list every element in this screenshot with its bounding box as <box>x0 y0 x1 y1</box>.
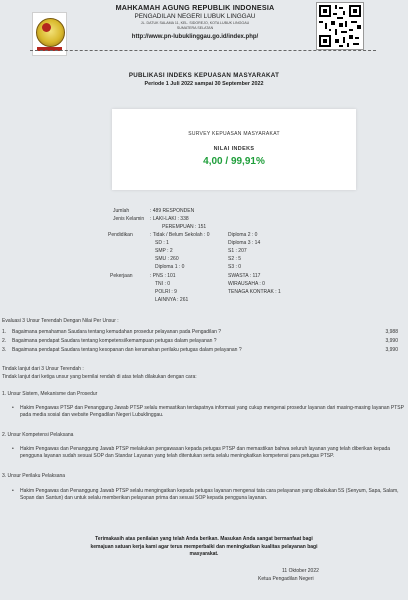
evaluation-number: 2. <box>2 338 7 344</box>
evaluation-value: 3,990 <box>385 338 398 344</box>
gender-male: : LAKI-LAKI : 338 <box>150 216 189 222</box>
survey-label: SURVEY KEPUASAN MASYARAKAT <box>188 131 280 137</box>
bullet-icon: • <box>12 405 14 411</box>
jumlah-value: : 489 RESPONDEN <box>150 208 195 214</box>
education-item: SMP : 2 <box>155 248 173 254</box>
evaluation-value: 3,990 <box>385 347 398 353</box>
followup-bullet <box>12 405 404 419</box>
index-label: NILAI INDEKS <box>213 146 255 152</box>
signature-block <box>258 567 319 583</box>
seal-icon <box>36 18 65 47</box>
evaluation-heading: Evaluasi 3 Unsur Terendah Dengan Nilai Per Unsur : <box>2 318 119 324</box>
followup-section-title: 2. Unsur Kompetensi Pelaksana <box>2 432 74 438</box>
followup-section-title: 3. Unsur Perilaku Pelaksana <box>2 473 66 479</box>
education-item: S3 : 0 <box>228 264 242 270</box>
website-link[interactable]: http://www.pn-lubuklinggau.go.id/index.php/ <box>131 34 259 40</box>
followup-bullet-text: Hakim Pengawas dan Penanggung Jawab PTSP selalu mengingatkan kepada petugas layanan mengenai tata cara pelayanan yang dibakukan 5S (Senyum, Sapa, Salam, Sopan dan Santun) dan untuk selalu memberikan pelayanan prima dan sesuai SOP kepada pengguna layanan. <box>20 488 399 502</box>
followup-bullet <box>12 446 404 460</box>
evaluation-number: 1. <box>2 329 7 335</box>
education-item: SMU : 260 <box>155 256 179 262</box>
job-item: TNI : 0 <box>155 281 171 287</box>
gender-label: Jenis Kelamin <box>113 216 145 222</box>
followup-heading: Tindak lanjut dari 3 Unsur Terendah : <box>2 366 84 372</box>
education-item: Diploma 1 : 0 <box>155 264 185 270</box>
address-line-2: SUMATERA SELATAN <box>176 26 214 30</box>
job-item: TENAGA KONTRAK : 1 <box>228 289 281 295</box>
signature-title: Ketua Pengadilan Negeri <box>258 576 314 582</box>
seal-center-icon <box>42 23 51 32</box>
closing-message: Terimakasih atas penilaian yang telah Anda berikan. Masukan Anda sangat bermanfaat bagi kemajuan satuan kerja kami agar terus memperbaiki dan meningkatkan kualitas pelayanan bagi masyarakat. <box>90 536 318 557</box>
education-item: Diploma 3 : 14 <box>228 240 261 246</box>
title-period: Periode 1 Juli 2022 sampai 30 September 2022 <box>144 81 264 87</box>
page-title <box>0 72 408 87</box>
letterhead <box>85 3 305 40</box>
org-name: MAHKAMAH AGUNG REPUBLIK INDONESIA <box>115 3 275 12</box>
followup-intro: Tindak lanjut dari ketiga unsur yang bernilai rendah di atas telah dilakukan dengan cara: <box>2 374 197 380</box>
education-item: S2 : 5 <box>228 256 242 262</box>
job-item: SWASTA : 117 <box>228 273 261 279</box>
evaluation-question: Bagaimana pendapat Saudara tentang kompetensi/kemampuan petugas dalam pelayanan ? <box>12 338 217 344</box>
evaluation-value: 3,988 <box>385 329 398 335</box>
evaluation-question: Bagaimana pemahaman Saudara tentang kemudahan prosedur pelayanan pada Pengadilan ? <box>12 329 222 335</box>
header-divider <box>30 50 376 51</box>
job-item: LAINNYA : 261 <box>155 297 189 303</box>
education-item: Diploma 2 : 0 <box>228 232 258 238</box>
title-line-1: PUBLIKASI INDEKS KEPUASAN MASYARAKAT <box>128 72 280 79</box>
followup-bullet <box>12 488 404 502</box>
signature-date: 11 Oktober 2022 <box>282 568 319 574</box>
job-label: Pekerjaan <box>110 273 133 279</box>
education-label: Pendidikan <box>108 232 133 238</box>
survey-index-card <box>112 109 356 190</box>
followup-section-title: 1. Unsur Sistem, Mekanisme dan Prosedur <box>2 391 98 397</box>
followup-bullet-text: Hakim Pengawas dan Penanggung Jawab PTSP melakukan pengawasan kepada petugas PTSP dan memastikan bahwa seluruh layanan yang telah diberikan kepada pengguna layanan sudah sesuai SOP dan Standar Layanan yang telah ditentukan serta selalu meningkatkan kompetensi para petugas PTSP. <box>20 446 391 460</box>
job-item: POLRI : 9 <box>155 289 177 295</box>
court-name: PENGADILAN NEGERI LUBUK LINGGAU <box>134 13 256 20</box>
bullet-icon: • <box>12 446 14 452</box>
jumlah-label: Jumlah <box>113 208 130 214</box>
address-line-1: JL. DATUK SALAMA 11, KEL. SIDOREJO, KOTA LUBUK LINGGAU <box>140 21 250 25</box>
job-item: : PNS : 101 <box>150 273 176 279</box>
followup-bullet-text: Hakim Pengawas PTSP dan Penanggung Jawab PTSP selalu memastikan terdapatnya informasi yang cukup mengenai prosedur layanan dari masing-masing layanan PTSP pada media sosial dan website Pengadilan Negeri Lubuklinggau. <box>20 405 404 419</box>
qr-code-icon <box>316 2 364 50</box>
index-value: 4,00 / 99,91% <box>203 156 265 167</box>
bullet-icon: • <box>12 488 14 494</box>
education-item: SD : 1 <box>155 240 169 246</box>
gender-female: PEREMPUAN : 151 <box>162 224 207 230</box>
job-item: WIRAUSAHA : 0 <box>228 281 265 287</box>
education-item: : Tidak / Belum Sekolah : 0 <box>150 232 210 238</box>
evaluation-question: Bagaimana pendapat Saudara tentang kesopanan dan keramahan perilaku petugas dalam pelayanan ? <box>12 347 242 353</box>
evaluation-row <box>0 347 408 355</box>
evaluation-row <box>0 338 408 346</box>
evaluation-row <box>0 329 408 337</box>
education-item: S1 : 207 <box>228 248 247 254</box>
evaluation-number: 3. <box>2 347 7 353</box>
